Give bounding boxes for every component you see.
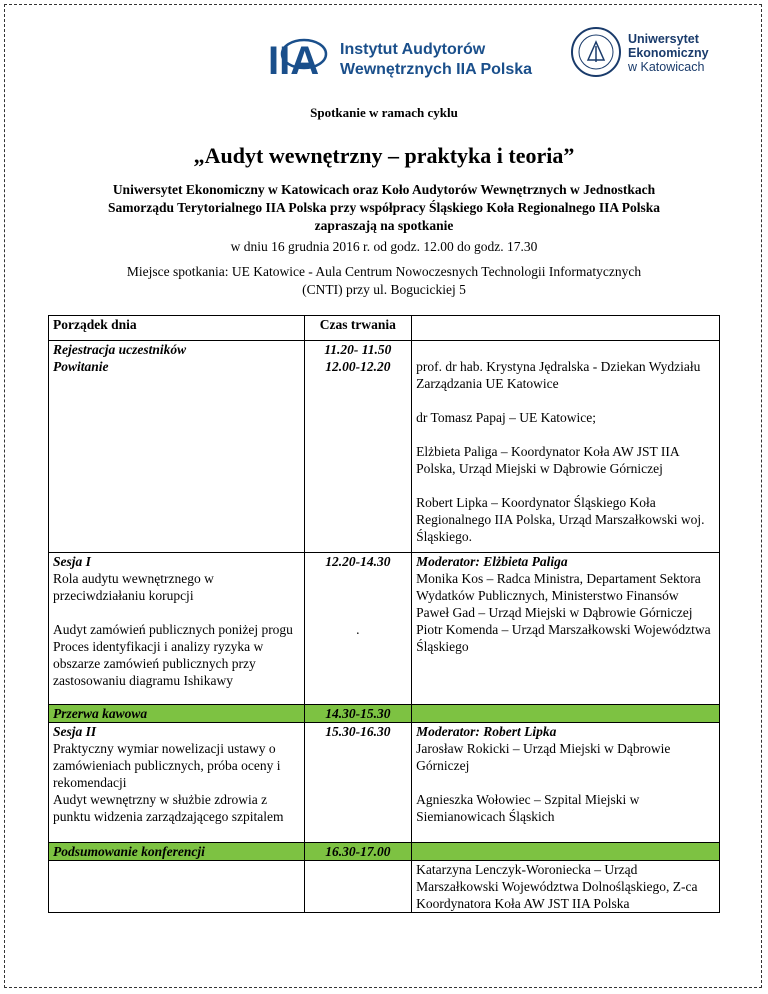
- table-row: [49, 843, 720, 861]
- speaker: Jarosław Rokicki – Urząd Miejski w Dąbrowie Górniczej: [416, 741, 671, 773]
- speaker: Monika Kos – Radca Ministra, Departament Sektora Wydatków Publicznych, Ministerstwo Finansów: [416, 571, 701, 603]
- table-row: [49, 705, 720, 723]
- ue-name-line2: Ekonomiczny: [628, 46, 709, 60]
- program-item: Powitanie: [53, 359, 109, 374]
- iia-name-line1: Instytut Audytorów: [340, 41, 486, 58]
- speaker: Katarzyna Lenczyk-Woroniecka – Urząd Marszałkowski Województwa Dolnośląskiego, Z-ca Koordynatora Koła AW JST IIA Polska: [412, 861, 720, 913]
- program-item: Audyt zamówień publicznych poniżej progu: [53, 622, 293, 637]
- speaker: Robert Lipka – Koordynator Śląskiego Koła Regionalnego IIA Polska, Urząd Marszałkowski woj. Śląskiego.: [416, 495, 705, 544]
- ue-name-line3: w Katowicach: [628, 60, 705, 74]
- table-row: [49, 723, 720, 843]
- session-heading: Sesja I: [53, 554, 91, 569]
- speaker: dr Tomasz Papaj – UE Katowice;: [416, 410, 597, 425]
- table-row: [49, 861, 720, 913]
- time-slot: 12.20-14.30: [325, 554, 391, 569]
- ue-name: [628, 32, 709, 74]
- speaker: prof. dr hab. Krystyna Jędralska - Dziekan Wydziału Zarządzania UE Katowice: [416, 359, 701, 391]
- program-item: [49, 861, 305, 913]
- program-item: Proces identyfikacji i analizy ryzyka w obszarze zamówień publicznych przy zastosowaniu diagramu Ishikawy: [53, 639, 264, 688]
- ue-name-line1: Uniwersytet: [628, 32, 699, 46]
- iia-logo: [266, 30, 328, 78]
- speaker: [412, 843, 720, 861]
- header-people: [412, 316, 720, 341]
- speaker: Paweł Gad – Urząd Miejski w Dąbrowie Górniczej: [416, 605, 693, 620]
- program-item: Przerwa kawowa: [49, 705, 305, 723]
- series-label: Spotkanie w ramach cyklu: [310, 105, 458, 120]
- speaker: Piotr Komenda – Urząd Marszałkowski Województwa Śląskiego: [416, 622, 711, 654]
- table-row: [49, 553, 720, 705]
- moderator: Moderator: Robert Lipka: [416, 724, 557, 739]
- ue-seal-icon: [570, 26, 622, 78]
- time-slot: 16.30-17.00: [304, 843, 412, 861]
- header-program: Porządek dnia: [49, 316, 305, 341]
- iia-name-line2: Wewnętrznych IIA Polska: [340, 61, 533, 78]
- header-time: Czas trwania: [304, 316, 412, 341]
- time-slot: 11.20- 11.50: [324, 342, 392, 357]
- program-item: Praktyczny wymiar nowelizacji ustawy o zamówieniach publicznych, próba oceny i rekomendacji: [53, 741, 281, 790]
- time-slot: .: [356, 622, 360, 637]
- time-slot: 14.30-15.30: [304, 705, 412, 723]
- iia-logo-lettering: IIA: [268, 39, 320, 78]
- event-place: Miejsce spotkania: UE Katowice - Aula Centrum Nowoczesnych Technologii Informatycznych (CNTI) przy ul. Bogucickiej 5: [126, 264, 642, 297]
- header-logos: [0, 26, 768, 86]
- agenda-table: [48, 315, 720, 913]
- organizers: Uniwersytet Ekonomiczny w Katowicach oraz Koło Audytorów Wewnętrznych w Jednostkach Samorządu Terytorialnego IIA Polska przy współpracy Śląskiego Koła Regionalnego IIA Polska zapraszają na spotkanie: [107, 182, 661, 233]
- speaker: Agnieszka Wołowiec – Szpital Miejski w Siemianowicach Śląskich: [416, 792, 640, 824]
- event-date: w dniu 16 grudnia 2016 r. od godz. 12.00 do godz. 17.30: [230, 239, 538, 254]
- iia-name: [340, 40, 532, 80]
- program-item: Audyt wewnętrzny w służbie zdrowia z punktu widzenia zarządzającego szpitalem: [53, 792, 284, 824]
- time-slot: [304, 861, 412, 913]
- moderator: Moderator: Elżbieta Paliga: [416, 554, 568, 569]
- speaker: Elżbieta Paliga – Koordynator Koła AW JST IIA Polska, Urząd Miejski w Dąbrowie Górniczej: [416, 444, 679, 476]
- time-slot: 12.00-12.20: [325, 359, 391, 374]
- event-title: „Audyt wewnętrzny – praktyka i teoria”: [193, 143, 575, 168]
- agenda-header-row: [49, 316, 720, 341]
- program-item: Rola audytu wewnętrznego w przeciwdziałaniu korupcji: [53, 571, 214, 603]
- time-slot: 15.30-16.30: [325, 724, 391, 739]
- program-item: Podsumowanie konferencji: [49, 843, 305, 861]
- session-heading: Sesja II: [53, 724, 97, 739]
- speaker: [412, 705, 720, 723]
- table-row: [49, 341, 720, 553]
- program-item: Rejestracja uczestników: [53, 342, 187, 357]
